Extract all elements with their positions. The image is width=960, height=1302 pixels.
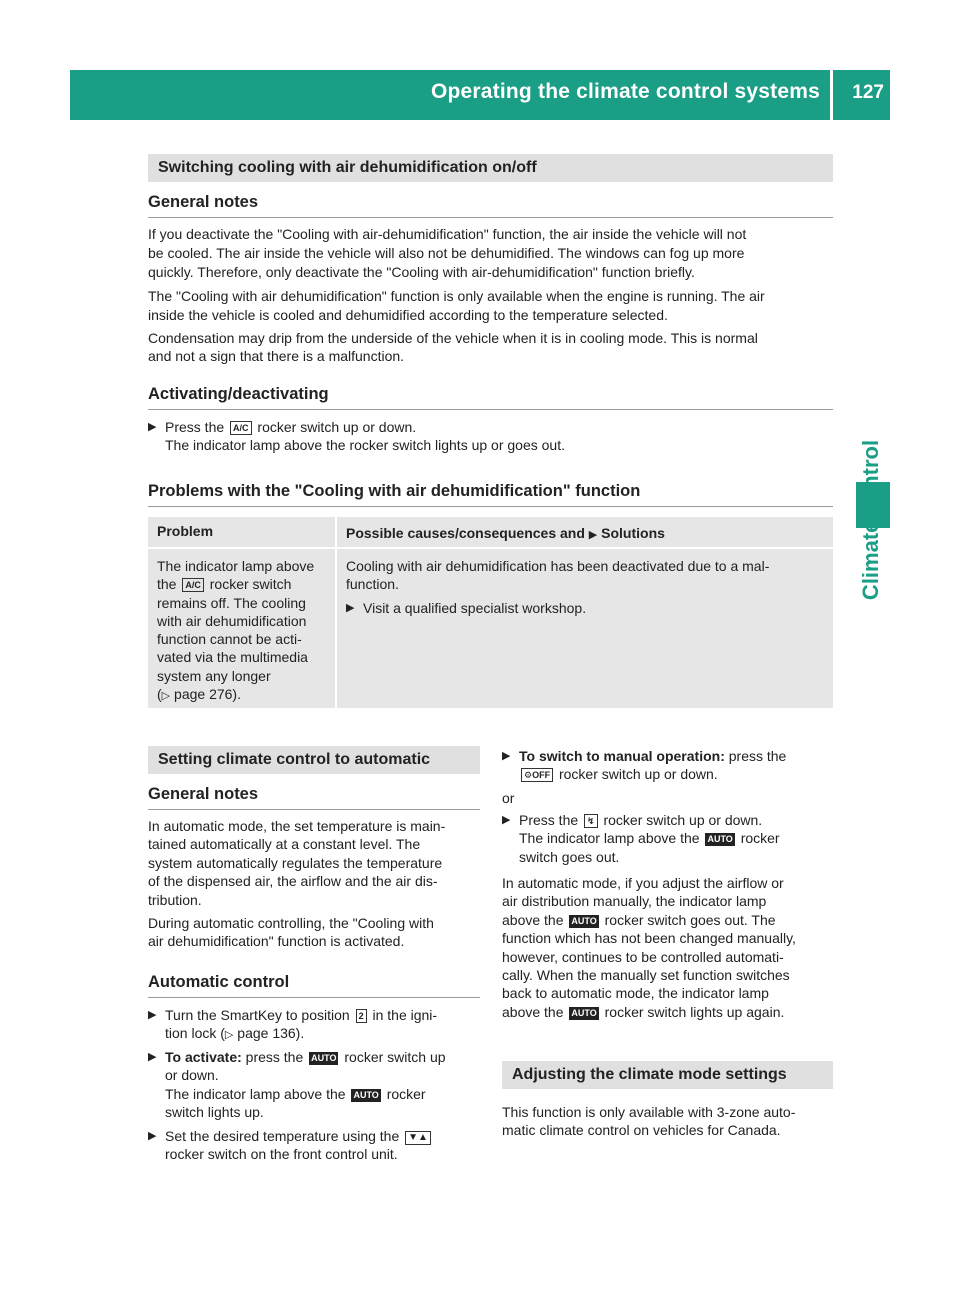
text-line: function which has not been changed manually, — [502, 930, 796, 947]
text-line: The indicator lamp above — [157, 558, 315, 574]
step-text: switch lights up. — [165, 1104, 264, 1121]
step-text: rocker switch up — [344, 1049, 446, 1065]
page-number: 127 — [852, 82, 884, 103]
text-line: remains off. The cooling — [157, 594, 306, 611]
text-line: however, continues to be controlled automati- — [502, 948, 784, 965]
section-heading-climate-mode: Adjusting the climate mode settings — [502, 1061, 833, 1089]
divider — [148, 409, 833, 410]
step-arrow-icon: ▶ — [148, 1130, 157, 1142]
paragraph — [148, 914, 434, 951]
paragraph — [502, 1103, 795, 1140]
text-line: air distribution manually, the indicator lamp — [502, 893, 767, 910]
text-line: This function is only available with 3-zone auto- — [502, 1104, 796, 1120]
paragraph-line: The "Cooling with air dehumidification" function is only available when the engine is running. The air — [148, 288, 765, 304]
text-line: tained automatically at a constant level. The — [148, 836, 421, 853]
header-separator — [830, 70, 833, 120]
page-link[interactable]: page 136). — [237, 1025, 305, 1042]
step-text: The indicator lamp above the — [519, 830, 700, 847]
text-line: function. — [346, 576, 399, 593]
divider — [148, 997, 480, 998]
text-line: Cooling with air dehumidification has been deactivated due to a mal- — [346, 558, 770, 574]
page-link[interactable]: page 276). — [174, 686, 241, 703]
header-title: Operating the climate control systems — [430, 80, 820, 103]
step-arrow-icon: ▶ — [346, 602, 355, 614]
paragraph-line: Condensation may drip from the underside of the vehicle when it is in cooling mode. This is normal — [148, 330, 758, 346]
step-arrow-icon: ▶ — [588, 529, 598, 541]
step-item — [148, 1127, 433, 1164]
step-item — [346, 599, 586, 617]
step-item — [148, 418, 565, 455]
paragraph-line: If you deactivate the "Cooling with air-dehumidification" function, the air inside the vehicle will not — [148, 226, 747, 242]
table-cell-solution — [337, 549, 833, 708]
text-line: ( — [157, 686, 162, 703]
text-line: system automatically regulates the temperature — [148, 854, 443, 871]
text-line: In automatic mode, the set temperature is main- — [148, 818, 446, 834]
section-heading-cooling: Switching cooling with air dehumidification on/off — [148, 154, 833, 182]
subheading-automatic-control: Automatic control — [148, 973, 290, 991]
step-bold: To switch to manual operation: — [519, 748, 725, 764]
text-line: air dehumidification" function is activated. — [148, 933, 405, 950]
auto-button-icon: AUTO — [311, 1053, 337, 1063]
step-text: press the — [728, 748, 787, 764]
header-bar — [70, 70, 890, 120]
paragraph — [502, 874, 796, 1021]
paragraph-line: and not a sign that there is a malfunction. — [148, 348, 405, 364]
column-header — [346, 525, 665, 541]
ac-button-icon: A/C — [182, 578, 204, 592]
step-text: in the igni- — [372, 1007, 438, 1023]
auto-button-icon: AUTO — [707, 834, 733, 845]
step-item — [148, 1048, 446, 1122]
step-text: rocker switch up or down. — [603, 812, 763, 828]
divider — [148, 809, 480, 810]
ac-button-icon: A/C — [230, 421, 252, 435]
step-text: Visit a qualified specialist workshop. — [363, 600, 587, 616]
column-header-text: Possible causes/consequences and — [346, 525, 585, 541]
text-line: above the — [502, 1003, 564, 1020]
text-line: with air dehumidification — [157, 612, 307, 629]
or-text: or — [502, 790, 515, 806]
key-position-icon: 2 — [356, 1009, 367, 1023]
text-line: rocker switch — [209, 576, 292, 593]
page-ref-icon: ▷ — [161, 690, 171, 703]
auto-button-icon: AUTO — [571, 1007, 597, 1018]
fan-off-icon: ⚙OFF — [521, 768, 553, 782]
side-marker — [856, 482, 890, 528]
column-header: Problem — [157, 523, 214, 539]
step-text: press the — [245, 1049, 304, 1065]
text-line: back to automatic mode, the indicator lamp — [502, 985, 769, 1002]
table-header-problem — [148, 517, 335, 547]
step-text: Turn the SmartKey to position — [165, 1007, 350, 1023]
step-item — [502, 811, 780, 866]
step-text: The indicator lamp above the — [165, 1085, 346, 1102]
step-text: rocker — [386, 1085, 426, 1102]
text-line: During automatic controlling, the "Cooling with — [148, 915, 434, 931]
step-text: rocker — [740, 830, 780, 847]
text-line: matic climate control on vehicles for Canada. — [502, 1122, 781, 1139]
table-cell-problem — [148, 549, 335, 708]
airflow-icon: ↯ — [584, 814, 598, 828]
step-text: rocker switch on the front control unit. — [165, 1146, 398, 1163]
step-text: or down. — [165, 1067, 219, 1084]
step-text: The indicator lamp above the rocker switch lights up or goes out. — [165, 437, 565, 454]
auto-button-icon: AUTO — [571, 915, 597, 926]
step-bold: To activate: — [165, 1049, 242, 1065]
step-text: rocker switch up or down. — [558, 766, 718, 783]
paragraph-line: inside the vehicle is cooled and dehumidified according to the temperature selected. — [148, 307, 668, 323]
subheading-activating: Activating/deactivating — [148, 385, 329, 403]
text-line: of the dispensed air, the airflow and the air dis- — [148, 873, 438, 890]
column-header-text: Solutions — [601, 525, 665, 541]
step-arrow-icon: ▶ — [502, 814, 511, 826]
step-arrow-icon: ▶ — [148, 1051, 157, 1063]
text-line: vated via the multimedia — [157, 649, 308, 666]
text-line: cally. When the manually set function switches — [502, 967, 790, 984]
section-heading-automatic: Setting climate control to automatic — [148, 746, 480, 774]
text-line: the — [157, 576, 177, 593]
text-line: rocker switch lights up again. — [604, 1003, 785, 1020]
page-ref-icon: ▷ — [224, 1029, 234, 1042]
text-line: system any longer — [157, 667, 271, 684]
divider — [148, 217, 833, 218]
text-line: In automatic mode, if you adjust the airflow or — [502, 875, 784, 891]
step-text: switch goes out. — [519, 848, 620, 865]
step-item — [148, 1006, 437, 1045]
auto-button-icon: AUTO — [353, 1089, 379, 1100]
step-arrow-icon: ▶ — [148, 421, 157, 433]
cause-text — [346, 557, 769, 594]
divider — [148, 506, 833, 507]
problem-text — [157, 557, 314, 705]
step-text: tion lock ( — [165, 1025, 225, 1042]
subheading-general-notes: General notes — [148, 193, 259, 211]
text-line: above the — [502, 911, 564, 928]
paragraph-line: quickly. Therefore, only deactivate the "Cooling with air-dehumidification" function briefly. — [148, 264, 695, 280]
step-arrow-icon: ▶ — [148, 1009, 157, 1021]
step-item — [502, 747, 786, 784]
table-header-solution — [337, 517, 833, 547]
temperature-buttons-icon: ▼▲ — [405, 1131, 431, 1145]
subheading-problems: Problems with the "Cooling with air dehumidification" function — [148, 482, 641, 500]
text-line: rocker switch goes out. The — [604, 911, 776, 928]
step-text: Press the — [165, 419, 225, 435]
step-text: Set the desired temperature using the — [165, 1128, 400, 1144]
subheading-general-notes: General notes — [148, 785, 259, 803]
step-text: rocker switch up or down. — [257, 419, 417, 435]
step-text: Press the — [519, 812, 579, 828]
paragraph — [148, 817, 445, 909]
step-arrow-icon: ▶ — [502, 750, 511, 762]
text-line: tribution. — [148, 891, 202, 908]
paragraph-line: be cooled. The air inside the vehicle will also not be dehumidified. The windows can fog up more — [148, 245, 745, 261]
text-line: function cannot be acti- — [157, 631, 302, 648]
